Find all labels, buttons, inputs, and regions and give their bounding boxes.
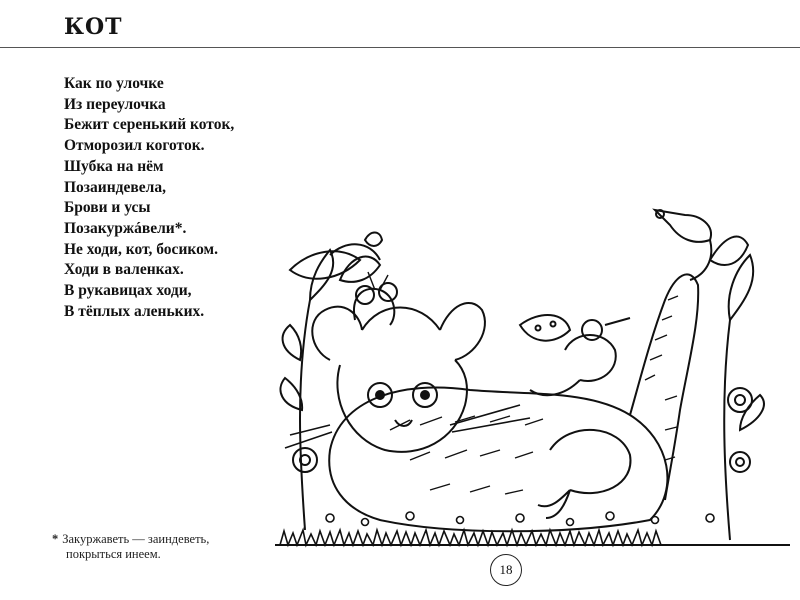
cat-illustration <box>270 200 790 555</box>
mouse-with-cheese <box>520 315 630 395</box>
poem-line: Отморозил коготок. <box>64 137 205 155</box>
footnote <box>52 532 209 562</box>
header-rule <box>0 47 800 48</box>
footnote-line-2: покрыться инеем. <box>66 547 161 561</box>
page-number-badge <box>490 554 522 586</box>
poem-line: Позакуржáвели*. <box>64 219 187 237</box>
poem-line: Не ходи, кот, босиком. <box>64 240 218 258</box>
right-plants <box>710 237 764 540</box>
poem <box>64 74 234 322</box>
grass-strip <box>275 530 790 545</box>
poem-line: В рукавицах ходи, <box>64 282 192 300</box>
cat-tail <box>630 274 698 500</box>
footnote-line-1: Закуржаветь — заиндеветь, <box>62 532 210 546</box>
cat-head <box>285 303 530 452</box>
footnote-marker: * <box>52 532 59 546</box>
poem-line: В тёплых аленьких. <box>64 302 205 320</box>
top-left-bloom <box>290 233 382 279</box>
poem-line: Шубка на нём <box>64 157 164 175</box>
poem-line: Ходи в валенках. <box>64 261 184 279</box>
left-plants <box>280 244 380 530</box>
poem-line: Как по улочке <box>64 75 164 92</box>
cat-body <box>329 388 667 532</box>
poem-line: Из переулочка <box>64 95 166 113</box>
poem-line: Брови и усы <box>64 199 151 217</box>
top-right-bird <box>655 210 711 280</box>
poem-line: Позаиндевела, <box>64 178 166 196</box>
page-number: 18 <box>499 562 513 577</box>
page-title: КОТ <box>64 14 123 40</box>
poem-line: Бежит серенький коток, <box>64 116 235 134</box>
